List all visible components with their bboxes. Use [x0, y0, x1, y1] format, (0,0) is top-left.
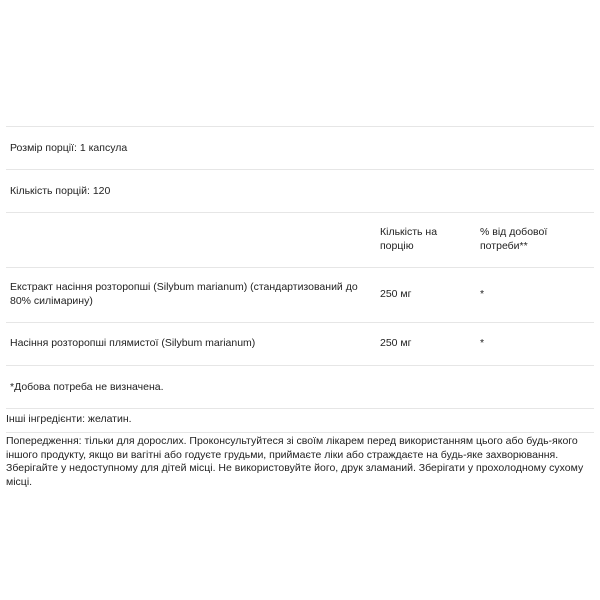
- serving-size-row: [6, 126, 594, 169]
- footnote-text: *Добова потреба не визначена.: [10, 381, 164, 393]
- ingredient-name: Насіння розторопші плямистої (Silybum marianum): [10, 337, 256, 349]
- ingredient-amount: 250 мг: [380, 337, 412, 349]
- table-row: [6, 267, 594, 322]
- supplement-facts-table: [6, 126, 594, 410]
- header-daily-value: % від добової потреби**: [480, 226, 548, 252]
- servings-count-text: Кількість порцій: 120: [10, 185, 111, 197]
- warning-text: Попередження: тільки для дорослих. Проконсультуйтеся зі своїм лікарем перед використанням цього або будь-якого іншого продукту, якщо ви вагітні або годуєте грудьми, приймаєте ліки або страждаєте на будь-яке захворювання. Зберігайте у недоступному для дітей місці. Не використовуйте його, друк зламаний. Зберігати у прохолодному сухому місці.: [6, 432, 594, 489]
- table-header-row: [6, 212, 594, 267]
- header-amount: Кількість на порцію: [380, 226, 438, 252]
- ingredient-daily-value: *: [480, 288, 485, 300]
- other-ingredients: Інші інгредієнти: желатин.: [6, 413, 132, 425]
- ingredient-amount: 250 мг: [380, 288, 412, 300]
- serving-size-text: Розмір порції: 1 капсула: [10, 142, 128, 154]
- table-row: [6, 322, 594, 365]
- servings-count-row: [6, 169, 594, 212]
- ingredient-name: Екстракт насіння розторопші (Silybum marianum) (стандартизований до 80% силімарину): [10, 281, 358, 307]
- ingredient-daily-value: *: [480, 337, 485, 349]
- footnote-row: [6, 365, 594, 408]
- table-bottom-divider: [6, 408, 594, 410]
